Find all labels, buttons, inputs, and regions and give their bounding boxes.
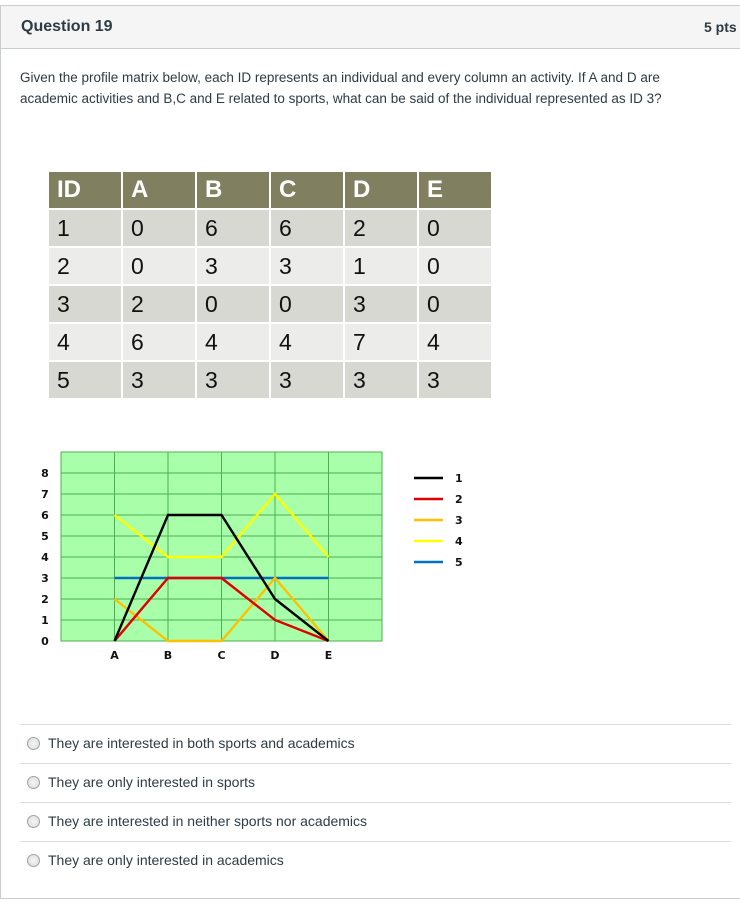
question-points: 5 pts bbox=[704, 19, 737, 35]
y-tick-label: 0 bbox=[41, 635, 49, 648]
y-tick-label: 2 bbox=[41, 593, 49, 606]
radio-button[interactable] bbox=[27, 737, 40, 750]
table-header-row bbox=[49, 172, 491, 208]
radio-button[interactable] bbox=[27, 815, 40, 828]
answer-option[interactable] bbox=[20, 763, 731, 802]
table-cell: 6 bbox=[197, 210, 269, 246]
table-row bbox=[49, 210, 491, 246]
table-cell: 0 bbox=[271, 286, 343, 322]
table-cell: 2 bbox=[345, 210, 417, 246]
question-header bbox=[1, 6, 740, 49]
table-cell: 4 bbox=[419, 324, 491, 360]
table-cell: 5 bbox=[49, 362, 121, 398]
answer-option[interactable] bbox=[20, 841, 731, 880]
legend-label: 3 bbox=[455, 514, 463, 527]
table-cell: 3 bbox=[123, 362, 195, 398]
x-tick-label: E bbox=[324, 649, 333, 662]
header-cell: C bbox=[271, 172, 343, 208]
y-tick-label: 6 bbox=[41, 509, 49, 522]
answer-label[interactable]: They are only interested in academics bbox=[48, 852, 284, 868]
table-cell: 0 bbox=[419, 286, 491, 322]
header-cell: E bbox=[419, 172, 491, 208]
header-cell: ID bbox=[49, 172, 121, 208]
answer-list bbox=[20, 724, 731, 880]
table-cell: 4 bbox=[271, 324, 343, 360]
table-cell: 0 bbox=[419, 248, 491, 284]
table-cell: 7 bbox=[345, 324, 417, 360]
table-row bbox=[49, 248, 491, 284]
y-tick-label: 8 bbox=[41, 467, 49, 480]
answer-option[interactable] bbox=[20, 724, 731, 763]
table-cell: 3 bbox=[49, 286, 121, 322]
answer-label[interactable]: They are only interested in sports bbox=[48, 774, 255, 790]
x-tick-label: C bbox=[217, 649, 226, 662]
legend-label: 5 bbox=[455, 556, 463, 569]
answer-label[interactable]: They are interested in neither sports nor academics bbox=[48, 813, 368, 829]
header-cell: D bbox=[345, 172, 417, 208]
legend-label: 2 bbox=[455, 493, 463, 506]
profile-matrix-table bbox=[47, 170, 493, 400]
radio-button[interactable] bbox=[27, 776, 40, 789]
table-row bbox=[49, 362, 491, 398]
table-cell: 6 bbox=[123, 324, 195, 360]
table-cell: 3 bbox=[419, 362, 491, 398]
table-cell: 2 bbox=[123, 286, 195, 322]
table-cell: 1 bbox=[345, 248, 417, 284]
table-cell: 3 bbox=[345, 362, 417, 398]
answer-label[interactable]: They are interested in both sports and academics bbox=[48, 735, 355, 751]
y-tick-label: 5 bbox=[41, 530, 49, 543]
table-cell: 3 bbox=[197, 248, 269, 284]
x-tick-label: B bbox=[163, 649, 173, 662]
table-cell: 2 bbox=[49, 248, 121, 284]
answer-option[interactable] bbox=[20, 802, 731, 841]
profile-line-chart bbox=[0, 440, 500, 675]
radio-button[interactable] bbox=[27, 854, 40, 867]
legend-label: 4 bbox=[455, 535, 463, 548]
table-cell: 3 bbox=[345, 286, 417, 322]
table-cell: 6 bbox=[271, 210, 343, 246]
table-row bbox=[49, 324, 491, 360]
y-tick-label: 1 bbox=[41, 614, 49, 627]
question-title: Question 19 bbox=[21, 18, 113, 35]
header-cell: B bbox=[197, 172, 269, 208]
table-cell: 0 bbox=[123, 248, 195, 284]
header-cell: A bbox=[123, 172, 195, 208]
table-cell: 4 bbox=[197, 324, 269, 360]
table-cell: 3 bbox=[271, 248, 343, 284]
y-tick-label: 3 bbox=[41, 572, 49, 585]
table-cell: 3 bbox=[197, 362, 269, 398]
y-tick-label: 7 bbox=[41, 488, 49, 501]
y-tick-label: 4 bbox=[41, 551, 49, 564]
x-tick-label: A bbox=[110, 649, 119, 662]
x-tick-label: D bbox=[270, 649, 280, 662]
question-text: Given the profile matrix below, each ID represents an individual and every column an activity. If A and D are academic activities and B,C and E related to sports, what can be said of the individual represented as ID 3? bbox=[20, 70, 662, 106]
table-row bbox=[49, 286, 491, 322]
table-cell: 3 bbox=[271, 362, 343, 398]
table-cell: 0 bbox=[419, 210, 491, 246]
legend-label: 1 bbox=[455, 472, 463, 485]
table-cell: 4 bbox=[49, 324, 121, 360]
table-cell: 1 bbox=[49, 210, 121, 246]
table-cell: 0 bbox=[197, 286, 269, 322]
table-cell: 0 bbox=[123, 210, 195, 246]
